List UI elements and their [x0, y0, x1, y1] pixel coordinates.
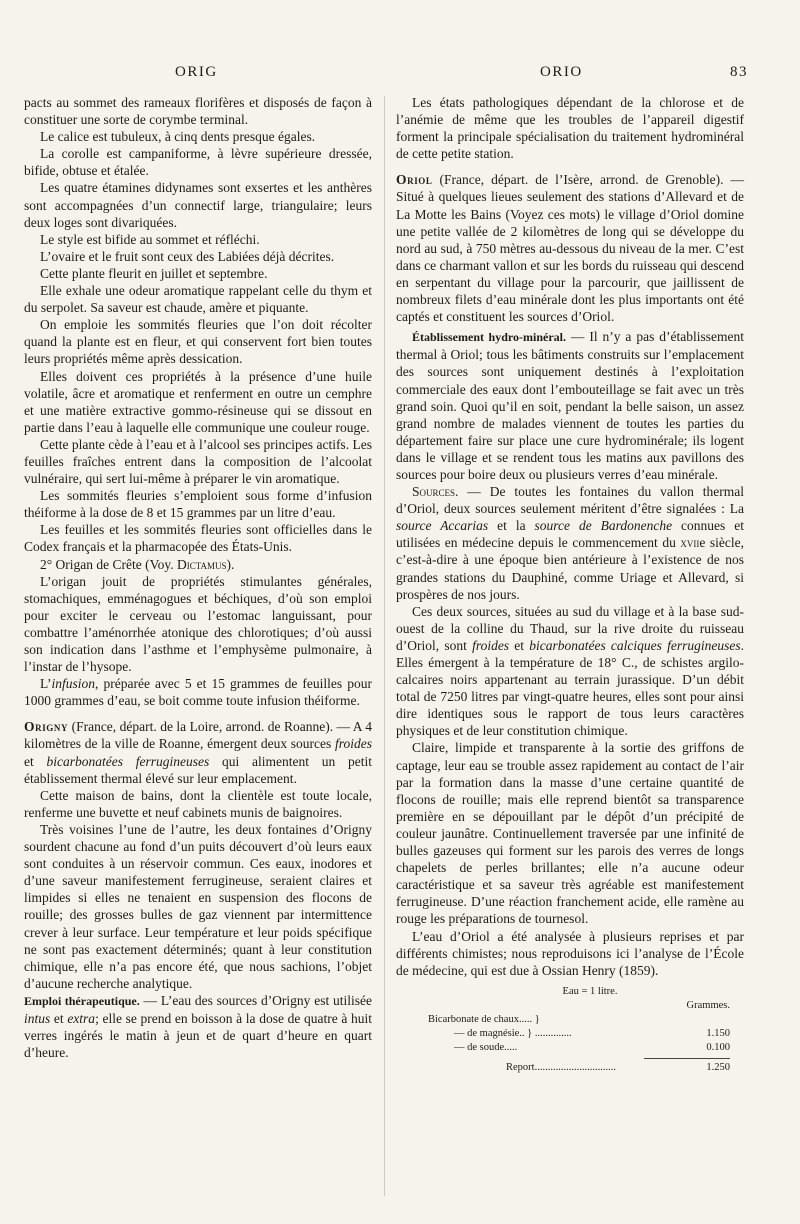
left-column	[24, 94, 372, 1061]
page-header	[0, 64, 800, 84]
paragraph: Le calice est tubuleux, à cinq dents presque égales.	[40, 129, 316, 145]
paragraph: L’ovaire et le fruit sont ceux des Labiées déjà décrites.	[40, 248, 335, 264]
paragraph: Elles doivent ces propriétés à la présence d’une huile volatile, âcre et aromatique et renferment en outre un cemphre et une matière extractive gommo-résineuse qui se dissout en partie dans l’eau à laquelle elle communique une couleur rouge.	[24, 368, 372, 435]
running-head-right: ORIO	[540, 64, 583, 80]
table-row: Bicarbonate de chaux..... }	[428, 1013, 540, 1025]
ces-deux-paragraph: Ces deux sources, situées au sud du village et à la base sud-ouest de la colline du Thaud, sur la rive droite du ruisseau d’Oriol, sont froides et bicarbonatées calciques ferrugineuses. Elles émergent à la température de 18° C., de schistes argilo-calcaires noirs appartenant au terrain jurassique. D’un débit total de 7250 litres par vingt-quatre heures, elles sont pour ainsi dire identiques sous le rapport de tous leurs caractères physiques et de leur constitution chimique.	[396, 603, 744, 739]
paragraph: Cette plante cède à l’eau et à l’alcool ses principes actifs. Les feuilles fraîches entrent dans la composition de l’alcoolat vulnéraire, qui sert lui-même à préparer le vin aromatique.	[24, 436, 372, 487]
table-row: — de soude..... 0.100	[454, 1041, 730, 1053]
paragraph: Le style est bifide au sommet et réfléchi.	[40, 231, 260, 247]
sources-paragraph: Sources. — De toutes les fontaines du vallon thermal d’Oriol, deux sources seulement méritent d’être signalées : La source Accarias et la source de Bardonenche connues et utilisées en médecine depuis le commencement du xviie siècle, c’est-à-dire à une époque bien antérieure à l’existence de nos grandes stations du Dauphiné, comme Uriage et Allevard, si prospères de nos jours.	[396, 484, 744, 602]
page-number: 83	[730, 64, 748, 80]
origny-entry: Origny (France, départ. de la Loire, arrond. de Roanne). — A 4 kilomètres de la ville de Roanne, émergent deux sources froides et bicarbonatées ferrugineuses qui alimentent un petit établissement thermal élevé sur leur emplacement.	[24, 719, 372, 786]
emploi-paragraph: Emploi thérapeutique. — L’eau des sources d’Origny est utilisée intus et extra; elle se prend en boisson à la dose de quatre à huit verres ingérés le matin à jeun et de quart d’heure en quart d’heure.	[24, 992, 372, 1061]
paragraph: On emploie les sommités fleuries que l’on doit récolter quand la plante est en fleur, et qui conservent fort bien toutes leurs propriétés même après dessication.	[24, 317, 372, 367]
subheading: Sources	[412, 484, 456, 500]
cross-reference: Dictamus	[177, 556, 227, 572]
paragraph: Les quatre étamines didynames sont exsertes et les anthères sont accompagnées d’un connectif large, triangulaire; leurs deux loges sont divariquées.	[24, 180, 372, 230]
subheading: Emploi thérapeutique.	[24, 993, 140, 1008]
paragraph: Les sommités fleuries s’emploient sous forme d’infusion théiforme à la dose de 8 et 15 grammes par un litre d’eau.	[24, 488, 372, 521]
etablissement-paragraph: Établissement hydro-minéral. — Il n’y a pas d’établissement thermal à Oriol; tous les bâtiments construits sur l’emplacement des sources sont uniquement destinés à l’exploitation commerciale des eaux dont l’embouteillage se fait avec un très grand soin. Quoi qu’il en soit, pendant la belle saison, un assez grand nombre de malades viennent de toutes les parties du département faire sur place une cure hydrominérale; ils logent dans le village et se rendent tous les matins aux pavillons des sources pour boire deux ou plusieurs verres d’eau minérale.	[396, 329, 744, 482]
entry-headword: Origny	[24, 719, 69, 735]
origan-crete-paragraph: 2° Origan de Crête (Voy. Dictamus).	[40, 556, 235, 572]
paragraph: Cette maison de bains, dont la clientèle est toute locale, renferme une buvette et neuf cabinets munis de baignoires.	[24, 787, 372, 820]
paragraph: Les états pathologiques dépendant de la chlorose et de l’anémie de même que les troubles de l’appareil digestif forment la principale spécialisation du traitement hydrominéral de cette petite station.	[396, 95, 744, 162]
analysis-caption: Eau = 1 litre.	[562, 985, 618, 997]
paragraph: Très voisines l’une de l’autre, les deux fontaines d’Origny sourdent chacune au fond d’un puits découvert d’où leurs eaux sont conduites à un réservoir commun. Ces eaux, inodores et d’une saveur manifestement ferrugineuse, seraient claires et limpides si elles ne tenaient en suspension des flocons de rouille; des grosses bulles de gaz viennent par intermittence crever à leur surface. Leur température et leur poids spécifique ne sont pas exactement déterminés; quant à leur constitution chimique, elle n’a pas encore été, que nous sachions, l’objet d’aucune recherche analytique.	[24, 821, 372, 991]
paragraph: Claire, limpide et transparente à la sortie des griffons de captage, leur eau se trouble assez rapidement au contact de l’air par la formation dans la masse d’une certaine quantité de flocons de rouille; mais elle reprend bientôt sa transparence première en se dépouillant par le dépôt d’un précipité de couleur jaunâtre. Continuellement traversée par une infinité de bulles gazeuses qui forment sur les parois des verres de longs chapelets de perles brillantes; elle n’a aucune odeur caractéristique et sa saveur très agréable est manifestement ferrugineuse. D’une réaction franchement acide, elle ramène au rouge les préparations de tournesol.	[396, 740, 744, 927]
paragraph: Les feuilles et les sommités fleuries sont officielles dans le Codex français et la pharmacopée des États-Unis.	[24, 522, 372, 555]
paragraph: L’eau d’Oriol a été analysée à plusieurs reprises et par différents chimistes; nous reproduisons ici l’analyse de l’École de médecine, qui est due à Ossian Henry (1859).	[396, 928, 744, 978]
entry-headword: Oriol	[396, 172, 433, 188]
report-row: Report............................... 1.250	[506, 1061, 730, 1073]
paragraph: La corolle est campaniforme, à lèvre supérieure dressée, bifide, obtuse et étalée.	[24, 146, 372, 179]
subheading: Établissement hydro-minéral.	[412, 330, 566, 345]
column-divider	[384, 96, 385, 1196]
paragraph: L’origan jouit de propriétés stimulantes générales, stomachiques, emménagogues et béchiques, d’où son emploi pour exciter le cerveau ou l’estomac languissant, pour combattre l’aménorrhée atonique des chlorotiques; d’où aussi son indication dans l’asthme et l’emphysème pulmonaire, à l’instar de l’hysope.	[24, 573, 372, 675]
running-head-left: ORIG	[175, 64, 218, 80]
infusion-paragraph: L’infusion, préparée avec 5 et 15 grammes de feuilles pour 1000 grammes d’eau, se boit comme toute infusion théiforme.	[24, 676, 372, 709]
paragraph: Elle exhale une odeur aromatique rappelant celle du thym et du serpolet. Sa saveur est chaude, amère et piquante.	[24, 283, 372, 316]
analysis-unit: Grammes.	[686, 999, 730, 1011]
sum-rule	[644, 1058, 730, 1059]
table-row: — de magnésie.. } .............. 1.150	[454, 1027, 730, 1039]
right-column	[396, 94, 744, 1075]
paragraph: Cette plante fleurit en juillet et septembre.	[40, 265, 268, 281]
oriol-entry: Oriol (France, départ. de l’Isère, arrond. de Grenoble). — Situé à quelques lieues seulement des stations d’Allevard et de La Motte les Bains (Voyez ces mots) le village d’Oriol domine une petite vallée de 2 kilomètres de long qui se développe du nord au sud, à 750 mètres au-dessous du niveau de la mer. C’est dans ce charmant vallon et sur les bords du ruisseau qui descend en serpentant du village pour la parcourir, que jaillissent de nombreux filets d’eau minérale dont les plus importants ont été captés et constituent les sources d’Oriol.	[396, 172, 744, 325]
paragraph: pacts au sommet des rameaux florifères et disposés de façon à constituer une sorte de corymbe terminal.	[24, 95, 372, 128]
analysis-table	[396, 985, 744, 1075]
